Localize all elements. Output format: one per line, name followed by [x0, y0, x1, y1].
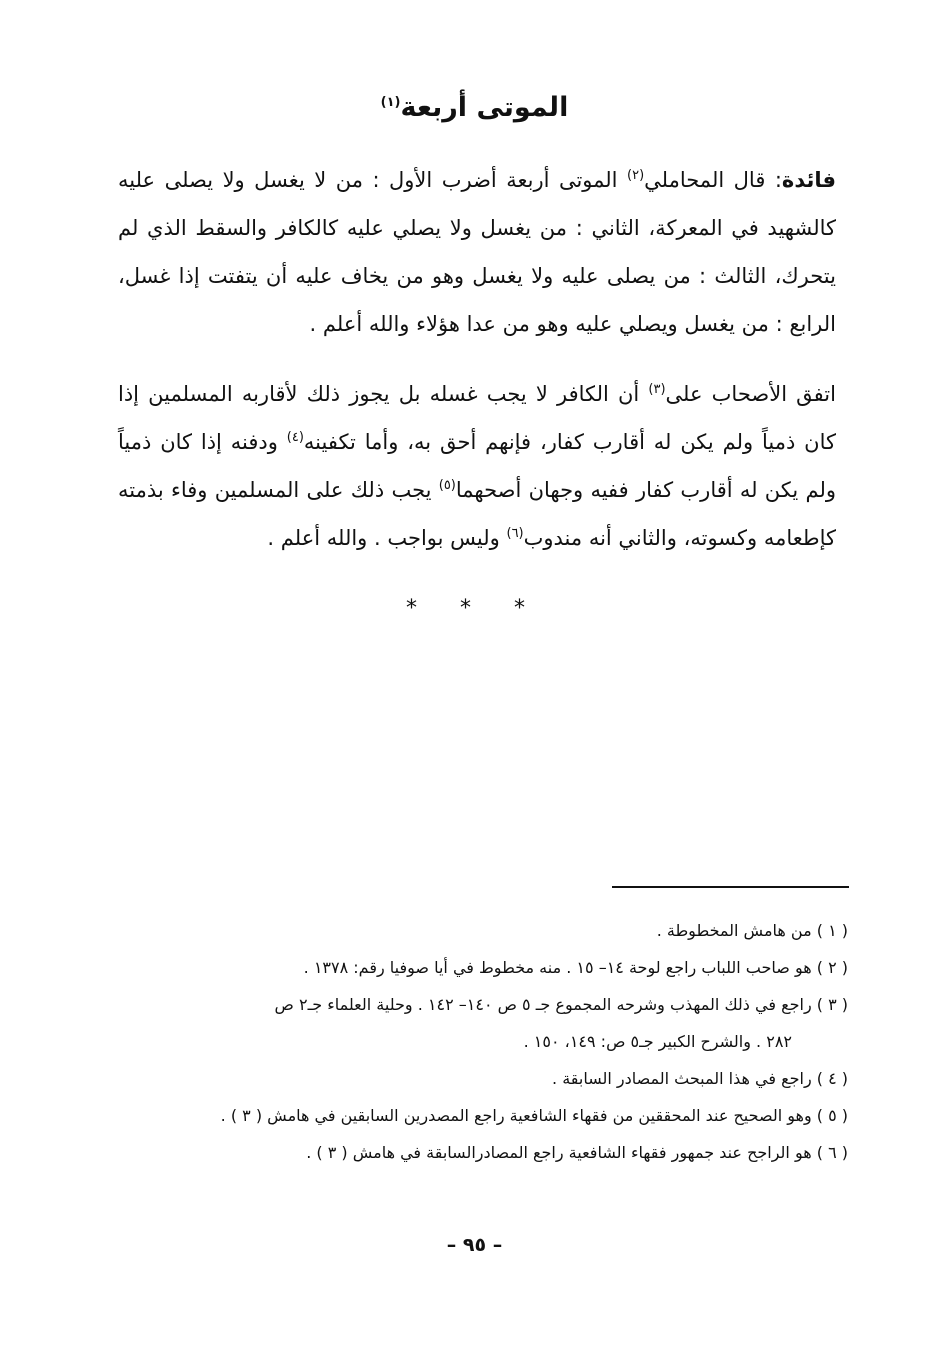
footnote-ref-2: (٢) [627, 168, 645, 183]
footnotes-block [108, 912, 848, 1171]
footnote-ref-5: (٥) [438, 478, 456, 493]
section-title [0, 92, 949, 123]
footnote-divider [612, 886, 849, 888]
footnote-6: ( ٦ ) هو الراجح عند جمهور فقهاء الشافعية راجع المصادرالسابقة في هامش ( ٣ ) . [306, 1143, 848, 1162]
paragraph-text: الموتى أربعة أضرب الأول : من لا يغسل ولا يصلى عليه كالشهيد في المعركة، الثاني : من يغسل ولا يصلي عليه كالكافر والسقط الذي لم يتحرك، الثالث : من يصلى عليه ولا يغسل وهو من يخاف عليه أن يتفتت إذا غسل، الرابع : من يغسل ويصلي عليه وهو من عدا هؤلاء والله أعلم . [118, 168, 836, 336]
footnote-3-continued: ٢٨٢ . والشرح الكبير جـ٥ ص: ١٤٩، ١٥٠ . [523, 1032, 792, 1051]
paragraph-benefit [118, 156, 836, 348]
footnote-5: ( ٥ ) وهو الصحيح عند المحققين من فقهاء الشافعية راجع المصدرين السابقين في هامش ( ٣ ) . [220, 1106, 848, 1125]
paragraph-text: أن الكافر لا يجب غسله بل يجوز ذلك لأقاربه المسلمين إذا كان ذمياً ولم يكن له أقارب كفار، فإنهم أحق به، وأما تكفينه [118, 382, 836, 454]
footnote-3: ( ٣ ) راجع في ذلك المهذب وشرحه المجموع جـ ٥ ص ١٤٠– ١٤٢ . وحلية العلماء جـ٢ ص [274, 995, 848, 1014]
footnote-ref-4: (٤) [286, 430, 304, 445]
section-title-text: الموتى أربعة [400, 92, 569, 123]
paragraph-text: يجب ذلك على المسلمين وفاء بذمته كإطعامه وكسوته، والثاني أنه مندوب [118, 478, 836, 550]
footnote-2: ( ٢ ) هو صاحب اللباب راجع لوحة ١٤– ١٥ . منه مخطوط في أيا صوفيا رقم: ١٣٧٨ . [303, 958, 848, 977]
page-number: – ٩٥ – [446, 1234, 503, 1256]
paragraph-text: ودفنه إذا كان ذمياً ولم يكن له أقارب كفار ففيه وجهان أصحهما [118, 430, 836, 502]
footnote-1: ( ١ ) من هامش المخطوطة . [656, 921, 848, 940]
paragraph-text: : قال المحاملي [644, 168, 782, 192]
section-separator: * * * [406, 596, 543, 621]
paragraph-text: اتفق الأصحاب على [665, 382, 836, 406]
paragraph-agreement [118, 370, 836, 562]
footnote-ref-1: (١) [380, 95, 401, 110]
footnote-ref-3: (٣) [648, 382, 666, 397]
footnote-ref-6: (٦) [506, 526, 524, 541]
footnote-4: ( ٤ ) راجع في هذا المبحث المصادر السابقة . [552, 1069, 848, 1088]
paragraph-text: وليس بواجب . والله أعلم . [267, 526, 507, 550]
paragraph-lead-word: فائدة [781, 168, 836, 192]
